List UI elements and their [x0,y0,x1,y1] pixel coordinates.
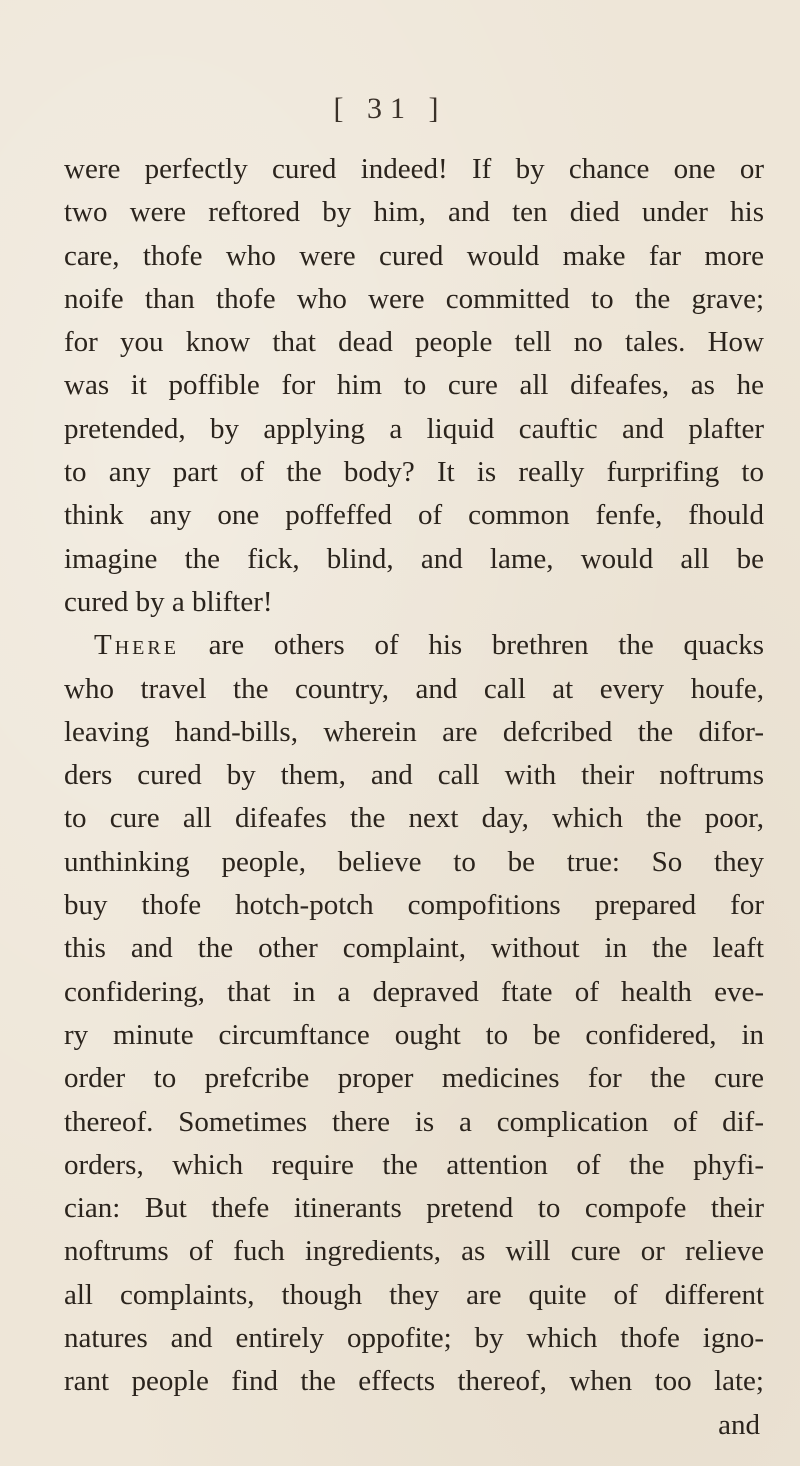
body-text [64,148,764,1447]
text-line: confidering, that in a depraved ftate of health eve- [64,975,764,1008]
page-number: [ 31 ] [333,92,447,125]
text-line: to cure all difeafes the next day, which the poor, [64,802,764,835]
text-line: was it poffible for him to cure all difeafes, as he [64,369,764,402]
paragraph-opening-text: are others of his brethren the quacks [178,629,764,662]
text-line: to any part of the body? It is really furprifing to [64,456,764,489]
text-line: ders cured by them, and call with their noftrums [64,759,764,792]
text-line: natures and entirely oppofite; by which thofe igno- [64,1322,764,1355]
catchword: and [718,1408,760,1441]
text-line: all complaints, though they are quite of different [64,1278,764,1311]
paragraph-opening-line [64,624,764,667]
text-line: two were reftored by him, and ten died under his [64,196,764,229]
text-line: leaving hand-bills, wherein are defcribed the difor- [64,715,764,748]
text-line: cian: But thefe itinerants pretend to compofe their [64,1192,764,1225]
text-line: imagine the fick, blind, and lame, would all be [64,542,764,575]
text-line: ry minute circumftance ought to be confidered, in [64,1018,764,1051]
text-line: care, thofe who were cured would make far more [64,239,764,272]
text-line: noftrums of fuch ingredients, as will cure or relieve [64,1235,764,1268]
text-line: who travel the country, and call at every houfe, [64,672,764,705]
text-line: pretended, by applying a liquid cauftic and plafter [64,412,764,445]
text-line: orders, which require the attention of the phyfi- [64,1148,764,1181]
text-line: were perfectly cured indeed! If by chance one or [64,153,764,185]
text-line: unthinking people, believe to be true: So they [64,845,764,878]
paragraph-initial-word: There [94,629,179,662]
text-line: rant people find the effects thereof, when too late; [64,1365,764,1398]
text-line: this and the other complaint, without in the leaft [64,932,764,965]
text-line: thereof. Sometimes there is a complication of dif- [64,1105,764,1138]
text-line: noife than thofe who were committed to the grave; [64,282,764,315]
text-line: order to prefcribe proper medicines for the cure [64,1062,764,1095]
text-line: cured by a blifter! [64,585,273,618]
text-line: think any one poffeffed of common fenfe, fhould [64,499,764,532]
text-line: for you know that dead people tell no tales. How [64,326,764,359]
text-line: buy thofe hotch-potch compofitions prepared for [64,889,764,922]
